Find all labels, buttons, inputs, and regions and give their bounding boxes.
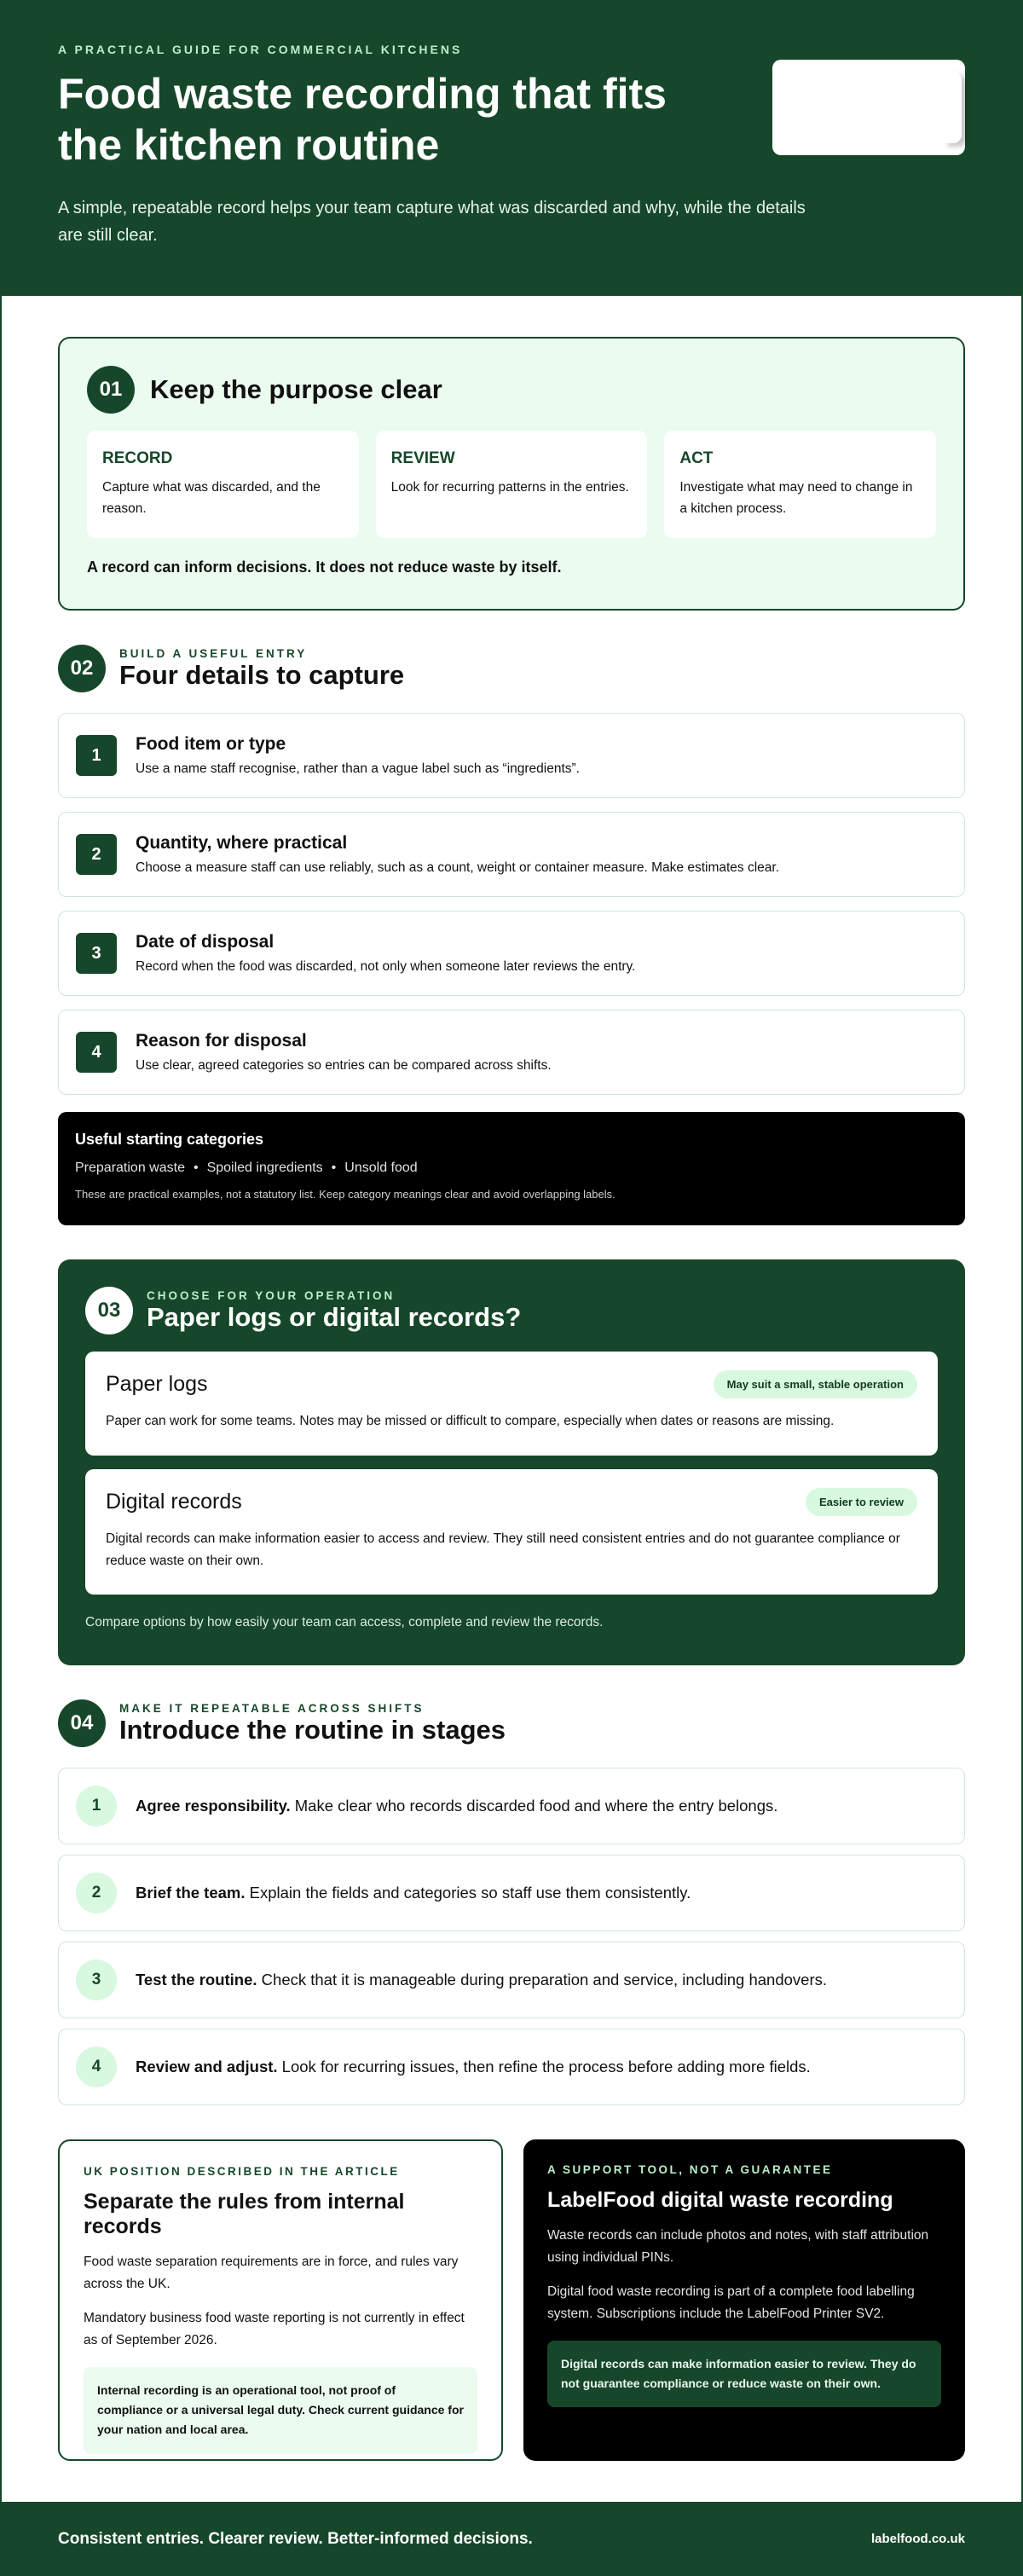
detail-text: Record when the food was discarded, not only when someone later reviews the entry. <box>136 959 636 974</box>
stage-text <box>136 1971 827 1989</box>
stage-number: 4 <box>76 2046 117 2087</box>
section-title: Four details to capture <box>119 659 405 690</box>
stage-item <box>58 1768 965 1844</box>
section-number-badge: 04 <box>58 1699 106 1747</box>
card-paragraph: Mandatory business food waste reporting is not currently in effect as of September 2026. <box>84 2311 465 2347</box>
stage-body: Look for recurring issues, then refine the process before adding more fields. <box>277 2058 811 2075</box>
purpose-card-review <box>376 431 648 538</box>
option-title: Digital records <box>106 1490 242 1514</box>
header-intro: A simple, repeatable record helps your team capture what was discarded and why, while the details are still clear. <box>58 199 806 245</box>
header-eyebrow: A PRACTICAL GUIDE FOR COMMERCIAL KITCHENS <box>58 43 463 56</box>
card-callout: Digital records can make information easier to review. They do not guarantee compliance or reduce waste on their own. <box>547 2341 941 2407</box>
categories-title: Useful starting categories <box>75 1131 264 1148</box>
category-item: Unsold food <box>344 1161 418 1175</box>
stage-body: Make clear who records discarded food and where the entry belongs. <box>290 1797 778 1815</box>
card-paragraph: Waste records can include photos and notes, with staff attribution using individual PINs. <box>547 2228 929 2265</box>
bullet-separator: • <box>331 1161 337 1175</box>
detail-text: Use clear, agreed categories so entries can be compared across shifts. <box>136 1058 552 1073</box>
section-number-badge: 01 <box>87 366 135 414</box>
detail-item <box>58 911 965 996</box>
section-paper-or-digital <box>58 1259 965 1665</box>
card-paragraph: Food waste separation requirements are in force, and rules vary across the UK. <box>84 2255 459 2291</box>
purpose-card-title: REVIEW <box>390 449 455 467</box>
section-number-badge: 02 <box>58 645 106 692</box>
stage-text <box>136 2058 811 2076</box>
stage-lead: Agree responsibility. <box>136 1797 291 1815</box>
categories-list <box>75 1161 948 1176</box>
card-callout: Internal recording is an operational tool, not proof of compliance or a universal legal duty. Check current guidance for your nation and local area. <box>84 2367 477 2454</box>
detail-title: Reason for disposal <box>136 1031 307 1051</box>
options-note: Compare options by how easily your team can access, complete and review the records. <box>85 1615 604 1630</box>
main-content <box>2 337 1021 2461</box>
stage-item <box>58 1855 965 1931</box>
section-title: Paper logs or digital records? <box>147 1301 522 1332</box>
card-title: Separate the rules from internal records <box>84 2190 405 2238</box>
option-text: Paper can work for some teams. Notes may be missed or difficult to compare, especially when dates or reasons are missing. <box>106 1414 835 1428</box>
option-card-paper <box>85 1352 938 1456</box>
footer-website-link[interactable]: labelfood.co.uk <box>870 2532 965 2546</box>
stage-text <box>136 1797 777 1815</box>
stage-number: 3 <box>76 1959 117 2000</box>
stage-number: 2 <box>76 1873 117 1913</box>
labelfood-tool-card <box>523 2139 965 2461</box>
purpose-card-title: ACT <box>679 449 714 467</box>
purpose-card-record <box>87 431 359 538</box>
section-eyebrow: CHOOSE FOR YOUR OPERATION <box>147 1288 396 1302</box>
option-badge: Easier to review <box>806 1488 917 1516</box>
categories-panel <box>58 1112 965 1225</box>
detail-number: 3 <box>76 933 117 974</box>
option-title: Paper logs <box>106 1372 208 1396</box>
option-card-digital <box>85 1469 938 1595</box>
detail-text: Choose a measure staff can use reliably, such as a count, weight or container measure. Make estimates clear. <box>136 860 780 875</box>
category-item: Preparation waste <box>75 1161 185 1175</box>
purpose-card-text: Capture what was discarded, and the reason. <box>102 480 321 516</box>
purpose-card-act <box>664 431 936 538</box>
stage-lead: Brief the team. <box>136 1884 246 1902</box>
section-title: Introduce the routine in stages <box>119 1714 506 1745</box>
stage-text <box>136 1884 691 1902</box>
section-purpose <box>58 337 965 611</box>
logo-placeholder <box>772 60 965 155</box>
stage-body: Explain the fields and categories so staff use them consistently. <box>245 1884 691 1902</box>
card-eyebrow: UK POSITION DESCRIBED IN THE ARTICLE <box>84 2165 400 2178</box>
stage-number: 1 <box>76 1786 117 1826</box>
detail-item <box>58 812 965 897</box>
detail-number: 1 <box>76 735 117 776</box>
section-eyebrow: MAKE IT REPEATABLE ACROSS SHIFTS <box>119 1701 425 1715</box>
stage-lead: Test the routine. <box>136 1971 257 1988</box>
detail-title: Quantity, where practical <box>136 833 348 853</box>
stage-body: Check that it is manageable during preparation and service, including handovers. <box>257 1971 827 1988</box>
detail-item <box>58 713 965 798</box>
stage-item <box>58 1942 965 2018</box>
purpose-card-text: Investigate what may need to change in a kitchen process. <box>679 480 913 516</box>
section-eyebrow: BUILD A USEFUL ENTRY <box>119 646 308 660</box>
detail-title: Food item or type <box>136 734 286 754</box>
card-paragraph: Digital food waste recording is part of a complete food labelling system. Subscriptions include the LabelFood Printer SV2. <box>547 2284 915 2321</box>
uk-position-card <box>58 2139 503 2461</box>
bullet-separator: • <box>193 1161 199 1175</box>
section-number-badge: 03 <box>85 1287 133 1334</box>
purpose-card-text: Look for recurring patterns in the entries. <box>390 480 629 495</box>
category-item: Spoiled ingredients <box>206 1161 323 1175</box>
option-text: Digital records can make information easier to access and review. They still need consistent entries and do not guarantee compliance or reduce waste on their own. <box>106 1531 900 1568</box>
section-title: Keep the purpose clear <box>150 374 442 404</box>
card-eyebrow: A SUPPORT TOOL, NOT A GUARANTEE <box>547 2163 833 2176</box>
card-title: LabelFood digital waste recording <box>547 2188 893 2212</box>
section-routine <box>58 1699 965 2105</box>
detail-number: 2 <box>76 834 117 875</box>
detail-item <box>58 1010 965 1095</box>
page-header <box>2 0 1021 296</box>
section-details <box>58 645 965 1225</box>
bottom-cards <box>58 2139 965 2461</box>
page-title: Food waste recording that fits the kitchen routine <box>58 70 667 169</box>
detail-text: Use a name staff recognise, rather than a vague label such as “ingredients”. <box>136 761 580 776</box>
stage-item <box>58 2029 965 2105</box>
detail-title: Date of disposal <box>136 932 275 952</box>
page-footer <box>2 2502 1021 2576</box>
categories-note: These are practical examples, not a statutory list. Keep category meanings clear and avoid overlapping labels. <box>75 1188 616 1201</box>
stage-lead: Review and adjust. <box>136 2058 278 2075</box>
detail-number: 4 <box>76 1032 117 1073</box>
purpose-note: A record can inform decisions. It does not reduce waste by itself. <box>87 559 562 576</box>
purpose-card-title: RECORD <box>102 449 173 467</box>
option-badge: May suit a small, stable operation <box>714 1370 917 1398</box>
footer-tagline: Consistent entries. Clearer review. Better-informed decisions. <box>58 2529 533 2548</box>
